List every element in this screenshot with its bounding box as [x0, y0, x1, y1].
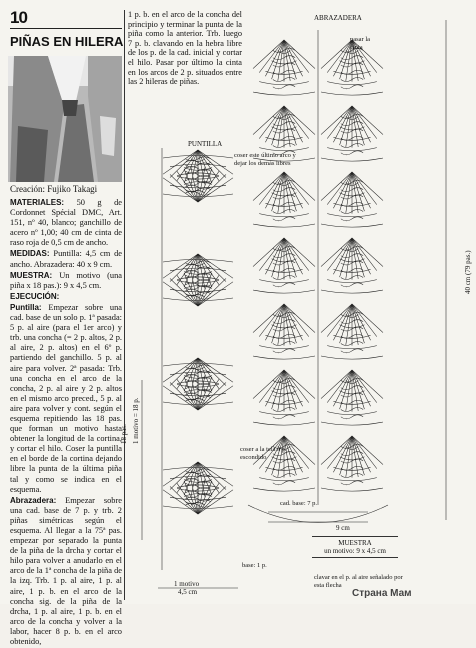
tieback-left-pineapple-arc	[253, 488, 315, 491]
edging-pineapple-ray	[170, 150, 198, 178]
sew-last-arc-note: coser este último arco y dejar los demás libres	[234, 152, 296, 167]
tieback-left-pineapple-ray	[284, 172, 309, 205]
tieback-label: ABRAZADERA	[314, 14, 362, 22]
motif-width-label: 1 motivo	[174, 580, 200, 588]
tieback-right-pineapple-scallop	[341, 85, 363, 89]
tieback-left-pineapple-ray	[259, 106, 284, 139]
tieback-left-pineapple-ray	[284, 238, 309, 271]
tieback-right-pineapple-ray	[327, 436, 352, 469]
tieback-left-pineapple-scallop	[273, 283, 295, 287]
tieback-right-pineapple-scallop	[341, 151, 363, 155]
edging-label: PUNTILLA	[188, 140, 223, 148]
tieback-right-pineapple-scallop	[341, 283, 363, 287]
edging-pineapple-ray	[198, 278, 226, 306]
header-rule	[10, 28, 122, 29]
tieback-left-pineapple-ray	[284, 106, 309, 139]
tieback-right-pineapple-ray	[352, 238, 377, 271]
tieback-left-pineapple-arc	[253, 92, 315, 95]
tieback-left-pineapple-arc	[253, 356, 315, 359]
tieback-right-pineapple-scallop	[341, 217, 363, 221]
tieback-left-pineapple-ray	[259, 238, 284, 271]
tieback-left-pineapple-arc	[259, 412, 309, 415]
tieback-left-pineapple-scallop	[273, 85, 295, 89]
tieback-right-pineapple-ray	[352, 370, 377, 403]
tieback-left-pineapple-arc	[259, 214, 309, 217]
tieback-paragraph: Abrazadera: Empezar sobre una cad. base de 7 p. y trb. 2 piñas simétricas según el esquema. Al llegar a la 75ª pas. empezar por separado la punta de la piña de la drcha y cortar el hilo para volver a anudarlo en el arco de la 1ª concha de la piña de la izq. Trb. 1 p. al aire, 1 p. al aire, 1 p. b. en el arco de la concha sig. de la piña de la drcha, 1 p. al aire, 1 p. b. en el arco de la concha y volver a la labor, hacer 8 p. b. en el arco obtenido,	[10, 495, 122, 647]
tieback-right-pineapple-arc	[321, 356, 383, 359]
tieback-right-pineapple-ray	[352, 436, 377, 469]
tieback-right-pineapple-arc	[327, 280, 377, 283]
edging-paragraph: Puntilla: Empezar sobre una cad. base de un solo p. 1ª pasada: 5 p. al aire (para el 1er arco) y trb. una concha (= 2 p. altos, 2 p. al aire, 2 p. altos) en el 6º p. partiendo del ganchillo. 5 p. al aire para volver. 2ª pasada: Trb. una concha en el arco de la concha, 2 p. al aire y 2 p. altos en el mismo arco preced., 5 p. al aire para volver y cont. según el esquema repitiendo las 18 pas. que forman un motivo hasta obtener la longitud de la cortina, y cortar el hilo. Coser la puntilla en el borde de la cortina dejando libre la punta de la última piña tal y como se indica en el esquema.	[10, 302, 122, 494]
tieback-left-pineapple-ray	[259, 370, 284, 403]
tieback-right-pineapple-scallop	[341, 481, 363, 485]
tieback-left-pineapple-ray	[259, 40, 284, 73]
sample-text: un motivo: 9 x 4,5 cm	[324, 547, 386, 555]
tieback-left-pineapple-arc	[253, 290, 315, 293]
tieback-right-pineapple-arc	[321, 488, 383, 491]
tieback-right-pineapple-ray	[327, 40, 352, 73]
tieback-left-pineapple-scallop	[273, 415, 295, 419]
tieback-left-pineapple-scallop	[273, 481, 295, 485]
edging-pineapple-ray	[198, 462, 226, 490]
tieback-left-pineapple-arc	[259, 280, 309, 283]
edging-pineapple-ray	[170, 486, 198, 514]
tieback-left-pineapple-arc	[253, 422, 315, 425]
sample-box	[312, 536, 398, 558]
edging-pineapple-ray	[198, 174, 226, 202]
base-stitch-label: base: 1 p.	[242, 562, 267, 569]
tieback-right-pineapple-arc	[327, 346, 377, 349]
instructions-left-column	[10, 198, 122, 648]
tieback-right-pineapple-arc	[327, 82, 377, 85]
tieback-left-pineapple-ray	[259, 304, 284, 337]
tieback-right-pineapple-scallop	[341, 349, 363, 353]
tieback-left-pineapple-arc	[259, 82, 309, 85]
tieback-right-pineapple-arc	[327, 478, 377, 481]
edging-pineapple-ray	[170, 174, 198, 202]
tieback-right-pineapple-ray	[327, 172, 352, 205]
tieback-right-pineapple-ray	[352, 172, 377, 205]
tieback-left-pineapple-ray	[284, 40, 309, 73]
tieback-bottom-curve	[248, 505, 388, 523]
edging-pineapple-ray	[170, 278, 198, 306]
tieback-left-pineapple-arc	[259, 478, 309, 481]
sample-paragraph: MUESTRA: Un motivo (una piña x 18 pas.): 9 x 4,5 cm.	[10, 270, 122, 290]
edging-pineapple-ray	[170, 358, 198, 386]
base-chain-label: cad. base: 7 p.	[280, 500, 318, 507]
column-divider	[124, 10, 125, 600]
tieback-right-pineapple-scallop	[341, 415, 363, 419]
motif-length-label: 1 motivo = 18 p.	[132, 397, 140, 444]
sew-fabric-note: coser a la tela a p. escondido	[240, 446, 287, 461]
credit-line: Creación: Fujiko Takagi	[10, 184, 98, 194]
edging-pineapple-ray	[198, 254, 226, 282]
tieback-right-pineapple-arc	[321, 158, 383, 161]
edging-pineapple-ray	[198, 486, 226, 514]
tieback-right-pineapple-ray	[327, 370, 352, 403]
tieback-right-pineapple-ray	[327, 106, 352, 139]
tieback-left-pineapple-ray	[284, 304, 309, 337]
tieback-right-pineapple-ray	[352, 106, 377, 139]
tieback-left-pineapple-arc	[253, 224, 315, 227]
tieback-right-pineapple-arc	[321, 290, 383, 293]
tieback-right-pineapple-arc	[327, 214, 377, 217]
measures-paragraph: MEDIDAS: Puntilla: 4,5 cm de ancho. Abrazadera: 40 x 9 cm.	[10, 249, 122, 269]
tieback-right-pineapple-ray	[327, 238, 352, 271]
tieback-right-pineapple-arc	[321, 92, 383, 95]
tieback-right-pineapple-arc	[327, 148, 377, 151]
insert-hook-note: clavar en el p. al aire señalado por esta flecha	[314, 574, 403, 589]
ribbon-note: pasar la cinta	[350, 36, 371, 51]
materials-paragraph: MATERIALES: 50 g de Cordonnet Spécial DMC, Art. 151, nº 40, blanco; ganchillo de acero nº 1,00; 40 cm de cinta de raso roja de 0,5 cm de ancho.	[10, 198, 122, 248]
instructions-top-column: 1 p. b. en el arco de la concha del principio y terminar la punta de la piña como la anterior. Trb. luego 7 p. b. clavando en la hebra libre de los p. de la cad. inicial y cortar el hilo. Pasar por último la cinta en los arcos de 2 p. situados entre las 2 hileras de piñas.	[128, 10, 242, 87]
tieback-left-pineapple-arc	[259, 346, 309, 349]
edging-pineapple-ray	[170, 254, 198, 282]
execution-heading: EJECUCIÓN:	[10, 291, 60, 301]
edging-width-label: 4,5 cm	[178, 588, 198, 596]
pattern-title: PIÑAS EN HILERA	[10, 34, 124, 49]
edging-pineapple-ray	[198, 382, 226, 410]
tieback-left-pineapple-arc	[259, 148, 309, 151]
edging-pineapple-ray	[170, 382, 198, 410]
tieback-right-pineapple-ray	[327, 304, 352, 337]
tieback-right-pineapple-arc	[327, 412, 377, 415]
tieback-length-label: 40 cm (79 pas.)	[464, 250, 472, 294]
crochet-chart	[120, 0, 476, 604]
edging-pineapple-ray	[198, 150, 226, 178]
tieback-right-pineapple-arc	[321, 224, 383, 227]
rows-label: 18 pas.	[120, 424, 128, 444]
sample-title: MUESTRA	[338, 539, 372, 547]
tieback-width-label: 9 cm	[336, 524, 350, 532]
tieback-left-pineapple-scallop	[273, 217, 295, 221]
site-logo: Страна Мам	[352, 588, 412, 599]
curtain-photo-image	[8, 56, 122, 182]
tieback-left-pineapple-scallop	[273, 349, 295, 353]
tieback-right-pineapple-ray	[352, 304, 377, 337]
tieback-left-pineapple-ray	[284, 370, 309, 403]
tieback-left-pineapple-ray	[259, 172, 284, 205]
pattern-number: 10	[10, 8, 27, 27]
edging-pineapple-ray	[170, 462, 198, 490]
tieback-right-pineapple-arc	[321, 422, 383, 425]
crochet-chart-drawing	[128, 0, 476, 604]
edging-pineapple-ray	[198, 358, 226, 386]
curtain-photo	[8, 56, 122, 182]
